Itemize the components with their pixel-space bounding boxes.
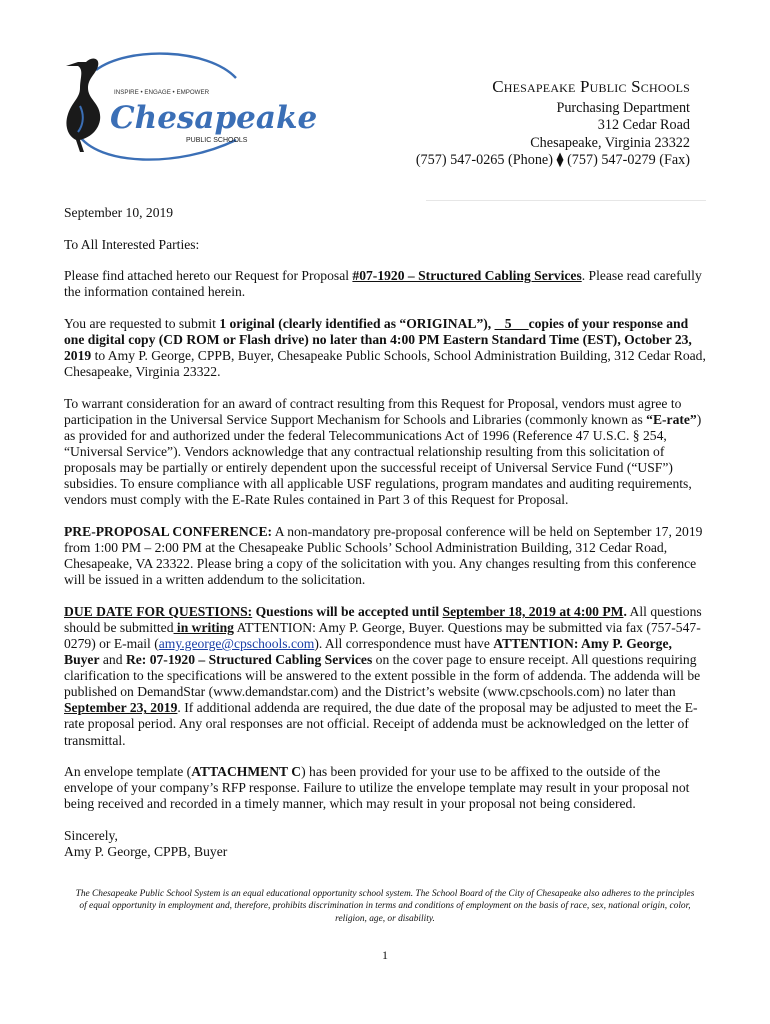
buyer-email-link[interactable]: amy.george@cpschools.com (158, 635, 315, 651)
fax-number: (757) 547-0279 (Fax) (567, 152, 690, 168)
questions-due-label: DUE DATE FOR QUESTIONS: (64, 603, 253, 619)
salutation: To All Interested Parties: (64, 236, 200, 252)
logo-tagline: INSPIRE • ENGAGE • EMPOWER (114, 89, 210, 96)
separator-icon: ⧫ (556, 152, 564, 168)
paragraph-submission: You are requested to submit 1 original (clearly identified as “ORIGINAL”), _ 5 __copies of your response and one digital copy (CD ROM or Flash drive) no later than 4:00 PM Eastern Standard Time (EST), October 23, 2019 to Amy P. George, CPPB, Buyer, Chesapeake Public Schools, School Administration Building, 312 Cedar Road, Chesapeake, Virginia 23322. (64, 315, 706, 380)
paragraph-erate: To warrant consideration for an award of contract resulting from this Request for Proposal, vendors must agree to participation in the Universal Service Support Mechanism for Schools and Libraries (commonly known as “E-rate”) as provided for and authorized under the federal Telecommunications Act of 1996 (Reference 47 U.S.C. § 254, “Universal Service”). Vendors acknowledge that any contractual relationship resulting from this solicitation of proposals may be partially or entirely dependent upon the successful receipt of Universal Service Fund (“USF”) subsidies. To ensure compliance with all applicable USF regulations, program mandates and auditing requirements, vendors must comply with the E-Rate Rules contained in Part 3 of this Request for Proposal. (64, 395, 702, 508)
paragraph-questions: DUE DATE FOR QUESTIONS: Questions will be accepted until September 18, 2019 at 4:00 PM. All questions should be submitted in writing ATTENTION: Amy P. George, Buyer. Questions may be submitted via fax (757-547-0279) or E-mail (amy.george@cpschools.com). All correspondence must have ATTENTION: Amy P. George, Buyer and Re: 07-1920 – Structured Cabling Services on the cover page to ensure receipt. All questions requiring clarification to the specifications will be answered to the extent possible in the form of addenda. The addenda will be published on DemandStar (www.demandstar.com) and the District’s website (www.cpschools.com) no later than September 23, 2019. If additional addenda are required, the due date of the proposal may be adjusted to meet the E-rate proposal period. Any oral responses are not official. Receipt of addenda must be acknowledged on the letter of transmittal. (64, 603, 702, 748)
city-state-zip: Chesapeake, Virginia 23322 (530, 134, 690, 151)
rfp-title: #07-1920 – Structured Cabling Services (352, 268, 582, 284)
closing: Sincerely, (64, 827, 118, 843)
street-address: 312 Cedar Road (597, 117, 690, 133)
department: Purchasing Department (556, 99, 690, 116)
equal-opportunity-footer: The Chesapeake Public School System is an equal educational opportunity school system. The School Board of the City of Chesapeake also adheres to the principles of equal opportunity in employment and, therefore, prohibits discrimination in terms and conditions of employment on the basis of race, sex, national origin, color, religion, age, or disability. (75, 889, 695, 924)
contact-line (416, 152, 690, 170)
paragraph-pre-proposal: PRE-PROPOSAL CONFERENCE: A non-mandatory pre-proposal conference will be held on September 17, 2019 from 1:00 PM – 2:00 PM at the Chesapeake Public Schools’ School Administration Building, 312 Cedar Road, Chesapeake, VA 23322. Please bring a copy of the solicitation with you. Any changes resulting from this conference will be issued in a written addendum to the solicitation. (64, 523, 703, 588)
letter-date: September 10, 2019 (64, 205, 174, 220)
pre-proposal-label: PRE-PROPOSAL CONFERENCE: (64, 523, 273, 539)
letter-body (64, 205, 706, 860)
organization-name: Chesapeake Public Schools (492, 77, 690, 96)
paragraph-rfp-intro: Please find attached hereto our Request for Proposal #07-1920 – Structured Cabling Services. Please read carefully the information contained herein. (64, 268, 702, 300)
letterhead-address (416, 78, 690, 170)
logo-wordmark: Chesapeake (110, 100, 318, 136)
page-number: 1 (382, 948, 388, 962)
header-divider (426, 200, 706, 201)
phone-number: (757) 547-0265 (Phone) (415, 152, 553, 168)
copies-count: _ 5 __ (494, 315, 529, 331)
chesapeake-schools-logo (58, 48, 318, 166)
logo-subtitle: PUBLIC SCHOOLS (186, 137, 248, 144)
signer-name: Amy P. George, CPPB, Buyer (64, 844, 228, 859)
paragraph-envelope: An envelope template (ATTACHMENT C) has been provided for your use to be affixed to the outside of the envelope of your company’s RFP response. Failure to utilize the envelope template may result in your proposal not being received and recorded in a timely manner, which may result in your proposal not being considered. (64, 764, 690, 812)
